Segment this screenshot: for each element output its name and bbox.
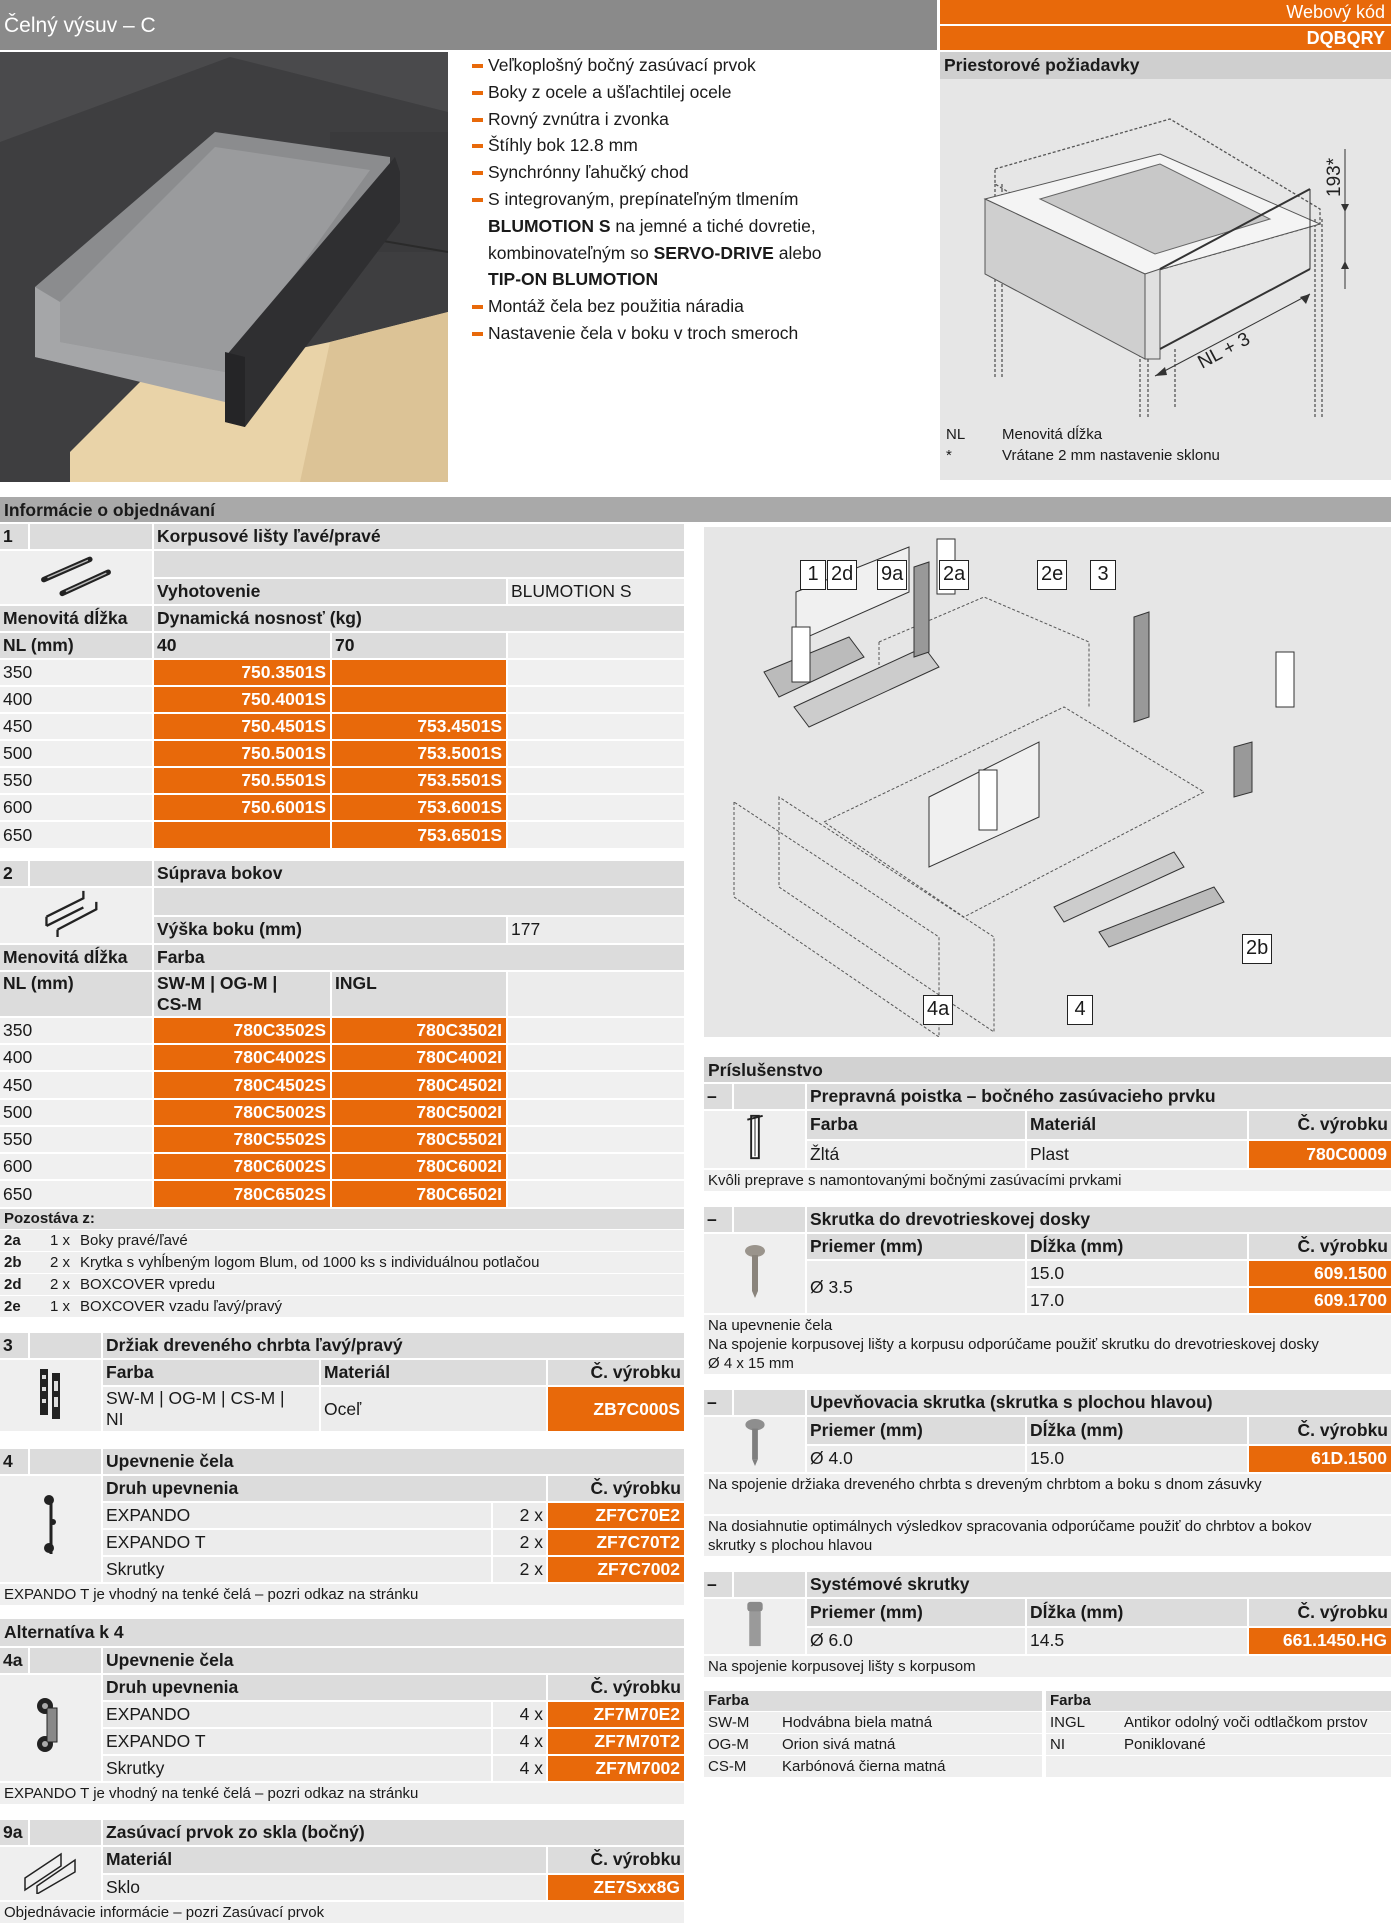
color-col-2: INGL (332, 972, 506, 1016)
fixing-type: Skrutky (103, 1557, 491, 1582)
feature-item: Rovný zvnútra i zvonka (470, 106, 930, 133)
feature-text: alebo (773, 242, 822, 263)
legend-row (1046, 1734, 1391, 1755)
nl-value: 650 (0, 1181, 152, 1206)
nl-row (0, 1018, 684, 1043)
accessories-title: Príslušenstvo (704, 1057, 1391, 1082)
fixing-row (0, 1503, 684, 1528)
empty-cell (508, 1018, 684, 1043)
nl-value: 650 (0, 822, 152, 847)
fixing-qty: 4 x (493, 1756, 546, 1781)
legend-title: Farba (1046, 1691, 1391, 1711)
col-color: Farba (103, 1360, 319, 1385)
product-code[interactable]: ZE7Sxx8G (548, 1875, 684, 1901)
product-code[interactable]: 780C6502I (332, 1181, 506, 1206)
feature-text: na jemné a tiché dovretie, (610, 215, 816, 236)
col-color: Farba (807, 1111, 1025, 1139)
col-length: Dĺžka (mm) (1027, 1234, 1247, 1259)
legend-key: SW-M (708, 1714, 750, 1731)
empty-cell (508, 1181, 684, 1206)
section-9a-note: Objednávacie informácie – pozri Zasúvací prvok (0, 1902, 684, 1923)
diameter-value: Ø 6.0 (807, 1628, 1025, 1655)
color-col-1 (154, 972, 330, 1016)
accessory-transport-lock (702, 1082, 1391, 1170)
accessories-column (704, 1057, 1391, 1777)
nl-value: 450 (0, 714, 152, 739)
space-diagram (940, 79, 1391, 424)
section-4-note: EXPANDO T je vhodný na tenké čelá – pozri odkaz na stránku (0, 1584, 684, 1605)
acc-title: Upevňovacia skrutka (skrutka s plochou hlavou) (807, 1390, 1391, 1415)
acc-notes (704, 1315, 1391, 1374)
product-code[interactable]: 753.6001S (332, 795, 506, 820)
col-material: Materiál (103, 1847, 546, 1873)
part-qty: 2 x (50, 1254, 71, 1271)
acc-note: skrutky s plochou hlavou (708, 1537, 873, 1554)
fixing-row (0, 1729, 684, 1754)
product-code[interactable]: 609.1700 (1249, 1288, 1391, 1313)
height-label: Výška boku (mm) (154, 917, 506, 944)
legend-row (704, 1756, 1042, 1777)
legend-value: Hodvábna biela matná (782, 1714, 933, 1731)
product-code[interactable]: ZF7C70T2 (548, 1530, 684, 1555)
space-title: Priestorové požiadavky (940, 52, 1391, 79)
part-id: 2e (4, 1298, 21, 1315)
acc-note: Kvôli preprave s namontovanými bočnými zasúvacími prvkami (704, 1170, 1391, 1191)
nl-value: 350 (0, 660, 152, 685)
consists-label: Pozostáva z: (0, 1209, 684, 1229)
empty-cell (508, 687, 684, 712)
feature-item: S integrovaným, prepínateľným tlmením (470, 186, 930, 213)
fixing-qty: 2 x (493, 1557, 546, 1582)
col-length: Dĺžka (mm) (1027, 1417, 1247, 1444)
empty-cell (508, 1100, 684, 1125)
acc-note: Ø 4 x 15 mm (708, 1355, 794, 1372)
variant-value: BLUMOTION S (508, 579, 684, 605)
legend-key: CS-M (708, 1758, 747, 1775)
section-4-table (0, 1447, 686, 1584)
col-type: Druh upevnenia (103, 1476, 546, 1501)
section-3-table (0, 1331, 686, 1433)
section-9a-table (0, 1818, 686, 1902)
nl-value: 400 (0, 1045, 152, 1070)
product-code[interactable]: ZB7C000S (548, 1387, 684, 1431)
diagram-label-1: 1 (800, 560, 826, 590)
page-title: Čelný výsuv – C (0, 0, 937, 50)
legend-value: Vrátane 2 mm nastavenie sklonu (1002, 447, 1220, 464)
nl-row (0, 660, 684, 685)
exploded-diagram (704, 527, 1391, 1037)
acc-title: Systémové skrutky (807, 1572, 1391, 1597)
legend-row (704, 1712, 1042, 1733)
product-code[interactable]: 750.5501S (154, 768, 330, 793)
product-code[interactable]: ZF7M70T2 (548, 1729, 684, 1754)
acc-note: Na dosiahnutie optimálnych výsledkov spracovania odporúčame použiť do chrbtov a bokov (708, 1518, 1312, 1535)
nl-row (0, 741, 684, 766)
fixing-type: EXPANDO (103, 1702, 491, 1727)
product-code[interactable]: 780C4002S (154, 1045, 330, 1070)
section-number: 3 (0, 1333, 28, 1358)
product-code[interactable]: 753.5501S (332, 768, 506, 793)
section-title: Zasúvací prvok zo skla (bočný) (103, 1820, 684, 1845)
col-code: Č. výrobku (1249, 1599, 1391, 1626)
diagram-label-2b: 2b (1242, 934, 1272, 964)
material-value: Plast (1027, 1141, 1247, 1169)
load-col-70: 70 (332, 633, 506, 658)
acc-note: Na spojenie korpusovej lišty s korpusom (704, 1656, 1391, 1677)
part-text: Boky pravé/ľavé (80, 1232, 188, 1249)
product-code[interactable]: 780C4002I (332, 1045, 506, 1070)
legend-value: Karbónová čierna matná (782, 1758, 946, 1775)
feature-item: Boky z ocele a ušľachtilej ocele (470, 79, 930, 106)
product-photo (0, 52, 448, 482)
nl-row (0, 768, 684, 793)
variant-label: Vyhotovenie (154, 579, 506, 605)
legend-key: NI (1050, 1736, 1065, 1753)
section-title: Súprava bokov (154, 861, 684, 886)
material-value: Oceľ (321, 1387, 546, 1431)
consists-item (0, 1274, 684, 1295)
col-code: Č. výrobku (548, 1360, 684, 1385)
empty-cell (508, 1072, 684, 1097)
fixing-qty: 4 x (493, 1729, 546, 1754)
length-value: 15.0 (1027, 1261, 1247, 1286)
product-code[interactable] (154, 822, 330, 847)
color-col-1a: SW-M | OG-M | (157, 973, 278, 993)
section-title: Držiak dreveného chrbta ľavý/pravý (103, 1333, 684, 1358)
product-code[interactable]: 780C5502I (332, 1127, 506, 1152)
product-code[interactable]: 780C5002S (154, 1100, 330, 1125)
color-value (103, 1387, 319, 1431)
diameter-value: Ø 4.0 (807, 1446, 1025, 1473)
nl-row (0, 1072, 684, 1097)
product-code[interactable]: 753.5001S (332, 741, 506, 766)
section-title: Upevnenie čela (103, 1648, 684, 1673)
product-code[interactable]: 780C3502S (154, 1018, 330, 1043)
consists-item (0, 1230, 684, 1251)
load-label: Dynamická nosnosť (kg) (154, 606, 684, 631)
nl-value: 600 (0, 795, 152, 820)
product-code[interactable]: 780C6002S (154, 1154, 330, 1179)
fixing-type: EXPANDO T (103, 1530, 491, 1555)
web-code-label: Webový kód (940, 0, 1391, 24)
space-requirements-panel (940, 52, 1391, 480)
color-value: Žltá (807, 1141, 1025, 1169)
nl-label: Menovitá dĺžka (0, 945, 152, 970)
product-code[interactable]: 780C5002I (332, 1100, 506, 1125)
part-qty: 1 x (50, 1232, 71, 1249)
holder-icon (0, 1360, 101, 1431)
part-text: BOXCOVER vzadu ľavý/pravý (80, 1298, 282, 1315)
nl-row (0, 795, 684, 820)
accessory-chipboard-screw (702, 1205, 1391, 1315)
feature-bold: TIP-ON BLUMOTION (488, 269, 659, 290)
diameter-value: Ø 3.5 (807, 1261, 1025, 1313)
nl-value: 350 (0, 1018, 152, 1043)
acc-number: – (704, 1572, 732, 1597)
nl-row (0, 687, 684, 712)
section-2-table (0, 859, 686, 1207)
alternative-title: Alternatíva k 4 (0, 1619, 684, 1646)
legend-value: Menovitá dĺžka (1002, 426, 1103, 443)
feature-list (470, 52, 930, 347)
nl-unit: NL (mm) (0, 972, 152, 1016)
fixing-type: Skrutky (103, 1756, 491, 1781)
empty-cell (508, 1154, 684, 1179)
nl-row (0, 822, 684, 847)
length-value: 15.0 (1027, 1446, 1247, 1473)
empty-cell (508, 795, 684, 820)
product-code[interactable]: 753.6501S (332, 822, 506, 847)
diagram-label-9a: 9a (877, 560, 907, 590)
col-code: Č. výrobku (1249, 1417, 1391, 1444)
acc-number: – (704, 1390, 732, 1415)
feature-item: Štíhly bok 12.8 mm (470, 132, 930, 159)
col-material: Materiál (1027, 1111, 1247, 1139)
fixing-row (0, 1756, 684, 1781)
col-code: Č. výrobku (1249, 1111, 1391, 1139)
part-id: 2a (4, 1232, 21, 1249)
legend-row (940, 424, 1391, 445)
feature-item-cont (470, 213, 930, 240)
part-id: 2b (4, 1254, 22, 1271)
product-code[interactable]: 780C6502S (154, 1181, 330, 1206)
nl-value: 500 (0, 741, 152, 766)
product-code[interactable]: 750.6001S (154, 795, 330, 820)
product-code[interactable]: 780C4502I (332, 1072, 506, 1097)
legend-title: Farba (704, 1691, 1042, 1711)
legend-row (704, 1734, 1042, 1755)
feature-bold: BLUMOTION S (488, 215, 611, 236)
empty-cell (508, 1127, 684, 1152)
part-text: Krytka s vyhĺbeným logom Blum, od 1000 ks s individuálnou potlačou (80, 1254, 540, 1271)
fixing-type: EXPANDO T (103, 1729, 491, 1754)
section-4a-note: EXPANDO T je vhodný na tenké čelá – pozri odkaz na stránku (0, 1783, 684, 1804)
part-qty: 1 x (50, 1298, 71, 1315)
section-title: Upevnenie čela (103, 1449, 684, 1474)
feature-item: Nastavenie čela v boku v troch smeroch (470, 320, 930, 347)
acc-title: Prepravná poistka – bočného zasúvacieho prvku (807, 1084, 1391, 1109)
fixing-qty: 2 x (493, 1530, 546, 1555)
nl-row (0, 1127, 684, 1152)
consists-item (0, 1296, 684, 1317)
flat-screw-icon (704, 1417, 805, 1472)
product-code[interactable]: ZF7C70E2 (548, 1503, 684, 1528)
diagram-label-4: 4 (1067, 995, 1093, 1025)
part-text: BOXCOVER vpredu (80, 1276, 216, 1293)
side-set-icon (0, 888, 152, 943)
col-diameter: Priemer (mm) (807, 1417, 1025, 1444)
nl-row (0, 1100, 684, 1125)
legend-row-empty (1046, 1756, 1391, 1777)
web-code[interactable]: DQBQRY (940, 26, 1391, 50)
section-number: 2 (0, 861, 28, 886)
color-legend-left (704, 1691, 1042, 1777)
diagram-label-2d: 2d (827, 560, 857, 590)
empty-cell (508, 714, 684, 739)
nl-row (0, 1181, 684, 1206)
legend-key: NL (946, 426, 966, 443)
accessory-system-screws (702, 1570, 1391, 1656)
order-column (0, 522, 684, 1923)
fixing-header-row (0, 1675, 684, 1700)
legend-value: Antikor odolný voči odtlačkom prstov (1124, 1714, 1368, 1731)
product-code[interactable] (332, 687, 506, 712)
feature-item: Synchrónny ľahučký chod (470, 159, 930, 186)
col-code: Č. výrobku (548, 1847, 684, 1873)
fixing-qty: 2 x (493, 1503, 546, 1528)
legend-row (940, 445, 1391, 466)
accessory-flat-head-screw (702, 1388, 1391, 1474)
nl-value: 600 (0, 1154, 152, 1179)
nl-row (0, 714, 684, 739)
product-code[interactable]: 750.3501S (154, 660, 330, 685)
acc-number: – (704, 1207, 732, 1232)
legend-value: Poniklované (1124, 1736, 1206, 1753)
product-code[interactable]: 750.5001S (154, 741, 330, 766)
acc-note: Na spojenie držiaka dreveného chrbta s dreveným chrbtom a boku s dnom zásuvky (704, 1474, 1391, 1514)
empty-cell (508, 660, 684, 685)
product-code[interactable]: 780C3502I (332, 1018, 506, 1043)
color-col-1b: CS-M (157, 994, 202, 1014)
product-code[interactable]: 753.4501S (332, 714, 506, 739)
section-title: Korpusové lišty ľavé/pravé (154, 524, 684, 549)
nl-row (0, 1154, 684, 1179)
diagram-label-2e: 2e (1037, 560, 1067, 590)
feature-item: Montáž čela bez použitia náradia (470, 293, 930, 320)
fixing-qty: 4 x (493, 1702, 546, 1727)
consists-of-list (0, 1209, 684, 1317)
product-code[interactable]: 780C4502S (154, 1072, 330, 1097)
col-code: Č. výrobku (548, 1476, 684, 1501)
product-code[interactable]: 780C6002I (332, 1154, 506, 1179)
nl-value: 550 (0, 768, 152, 793)
product-code[interactable]: 780C5502S (154, 1127, 330, 1152)
expando-icon (0, 1476, 101, 1582)
fixing-header-row (0, 1476, 684, 1501)
nl-value: 400 (0, 687, 152, 712)
section-number: 4a (0, 1648, 28, 1673)
empty-cell (508, 822, 684, 847)
transport-lock-icon (704, 1111, 805, 1168)
col-diameter: Priemer (mm) (807, 1599, 1025, 1626)
color-legend (704, 1691, 1391, 1777)
section-number: 1 (0, 524, 28, 549)
section-4a-table (0, 1646, 686, 1783)
legend-value: Orion sivá matná (782, 1736, 896, 1753)
color-label: Farba (154, 945, 684, 970)
material-value: Sklo (103, 1875, 546, 1901)
runner-icon (0, 551, 152, 604)
section-number: 4 (0, 1449, 28, 1474)
color-line-2: NI (106, 1409, 124, 1429)
acc-notes (704, 1516, 1391, 1556)
length-value: 14.5 (1027, 1628, 1247, 1655)
col-type: Druh upevnenia (103, 1675, 546, 1700)
col-length: Dĺžka (mm) (1027, 1599, 1247, 1626)
feature-item-cont (470, 266, 930, 293)
product-code[interactable]: 750.4001S (154, 687, 330, 712)
part-qty: 2 x (50, 1276, 71, 1293)
legend-key: INGL (1050, 1714, 1086, 1731)
feature-text: kombinovateľným so (488, 242, 654, 263)
length-value: 17.0 (1027, 1288, 1247, 1313)
system-screw-icon (704, 1599, 805, 1654)
nl-label: Menovitá dĺžka (0, 606, 152, 631)
product-code[interactable]: 750.4501S (154, 714, 330, 739)
product-code[interactable] (332, 660, 506, 685)
diagram-label-4a: 4a (923, 995, 953, 1025)
col-code: Č. výrobku (1249, 1234, 1391, 1259)
load-col-40: 40 (154, 633, 330, 658)
diagram-label-3: 3 (1090, 560, 1116, 590)
fixing-type: EXPANDO (103, 1503, 491, 1528)
product-code[interactable]: 780C0009 (1249, 1141, 1391, 1169)
acc-note: Na upevnenie čela (708, 1317, 833, 1334)
legend-key: OG-M (708, 1736, 749, 1753)
col-code: Č. výrobku (548, 1675, 684, 1700)
col-material: Materiál (321, 1360, 546, 1385)
fixing-row (0, 1530, 684, 1555)
part-id: 2d (4, 1276, 22, 1293)
col-diameter: Priemer (mm) (807, 1234, 1025, 1259)
nl-value: 450 (0, 1072, 152, 1097)
acc-title: Skrutka do drevotrieskovej dosky (807, 1207, 1391, 1232)
height-value: 177 (508, 917, 684, 944)
product-code[interactable]: 661.1450.HG (1249, 1628, 1391, 1655)
product-code[interactable]: ZF7M7002 (548, 1756, 684, 1781)
product-code[interactable]: ZF7M70E2 (548, 1702, 684, 1727)
nl-row (0, 1045, 684, 1070)
product-code[interactable]: 61D.1500 (1249, 1446, 1391, 1473)
product-code[interactable]: ZF7C7002 (548, 1557, 684, 1582)
empty-cell (508, 768, 684, 793)
order-info-title: Informácie o objednávaní (0, 497, 1391, 522)
glass-side-icon (0, 1847, 101, 1900)
diagram-label-2a: 2a (939, 560, 969, 590)
fixing-row (0, 1702, 684, 1727)
feature-bold: SERVO-DRIVE (653, 242, 774, 263)
section-number: 9a (0, 1820, 28, 1845)
legend-row (1046, 1712, 1391, 1733)
acc-note: Na spojenie korpusovej lišty a korpusu odporúčame použiť skrutku do drevotrieskovej dosky (708, 1336, 1319, 1353)
feature-item-cont (470, 240, 930, 267)
section-1-table (0, 522, 686, 849)
acc-number: – (704, 1084, 732, 1109)
color-legend-right (1046, 1691, 1391, 1777)
nl-value: 500 (0, 1100, 152, 1125)
legend-key: * (946, 447, 952, 464)
dim-length-label: NL + 3 (1194, 328, 1254, 374)
product-code[interactable]: 609.1500 (1249, 1261, 1391, 1286)
empty-cell (508, 741, 684, 766)
feature-item: Veľkoplošný bočný zasúvací prvok (470, 52, 930, 79)
expando-plate-icon (0, 1675, 101, 1781)
empty-cell (508, 1045, 684, 1070)
fixing-row (0, 1557, 684, 1582)
dim-height-label: 193* (1324, 157, 1345, 197)
consists-item (0, 1252, 684, 1273)
screw-icon (704, 1234, 805, 1313)
color-line-1: SW-M | OG-M | CS-M | (106, 1388, 285, 1408)
nl-unit: NL (mm) (0, 633, 152, 658)
nl-value: 550 (0, 1127, 152, 1152)
